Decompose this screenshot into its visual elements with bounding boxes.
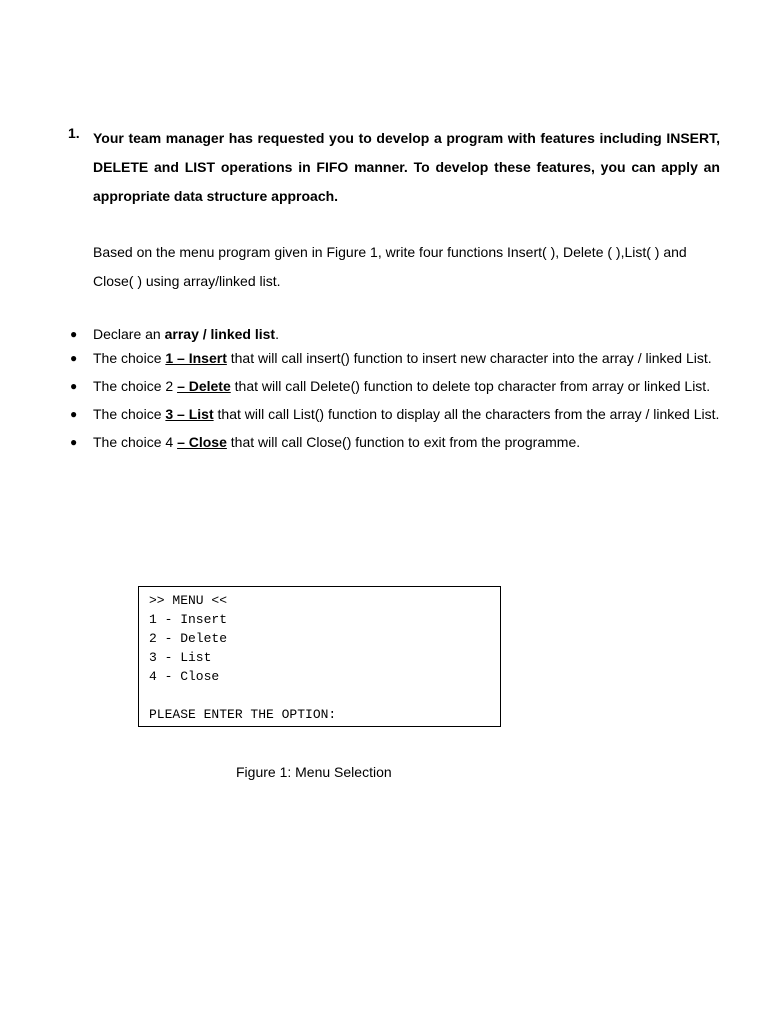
question-intro: Your team manager has requested you to develop a program with features including INSERT, DELETE and LIST operations in FIFO manner. To develop these features, you can apply an appropriate data structure approach. — [93, 130, 720, 204]
figure-caption: Figure 1: Menu Selection — [236, 764, 392, 780]
bullet-text-pre: The choice — [93, 350, 166, 366]
list-item — [70, 325, 730, 344]
menu-option-insert: 1 - Insert — [149, 612, 228, 627]
menu-option-close: 4 - Close — [149, 669, 220, 684]
bullet-icon: ● — [70, 379, 78, 393]
bullet-icon: ● — [70, 435, 78, 449]
bullet-text-strong: array / linked list — [164, 326, 276, 342]
bullet-text-post: . — [275, 326, 279, 342]
list-item — [70, 344, 730, 372]
menu-option-delete: 2 - Delete — [149, 631, 228, 646]
bullet-text-post: that will call insert() function to insert new character into the array / linked List. — [226, 350, 712, 366]
menu-figure — [138, 586, 501, 727]
bullet-text-strong: 1 – Insert — [165, 350, 227, 366]
menu-prompt: PLEASE ENTER THE OPTION: — [149, 707, 337, 722]
bullet-icon: ● — [70, 327, 78, 341]
bullet-text-strong: – Delete — [177, 378, 231, 394]
question-number: 1. — [68, 125, 80, 141]
list-item — [70, 372, 730, 400]
requirements-list — [70, 325, 730, 456]
list-item — [70, 400, 730, 428]
bullet-text-pre: Declare an — [93, 326, 165, 342]
bullet-icon: ● — [70, 351, 78, 365]
question-paragraph: Based on the menu program given in Figure 1, write four functions Insert( ), Delete ( ),List( ) and Close( ) using array/linked list. — [93, 244, 687, 289]
bullet-icon: ● — [70, 407, 78, 421]
bullet-text-pre: The choice — [93, 406, 166, 422]
bullet-text-post: that will call Close() function to exit from the programme. — [226, 434, 581, 450]
menu-title: >> MENU << — [149, 593, 228, 608]
bullet-text-pre: The choice 2 — [93, 378, 178, 394]
bullet-text-pre: The choice 4 — [93, 434, 178, 450]
bullet-text-strong: 3 – List — [165, 406, 214, 422]
bullet-text-strong: – Close — [177, 434, 227, 450]
list-item — [70, 428, 730, 456]
bullet-text-post: that will call List() function to display all the characters from the array / linked List. — [213, 406, 720, 422]
bullet-text-post: that will call Delete() function to delete top character from array or linked List. — [230, 378, 711, 394]
menu-option-list: 3 - List — [149, 650, 212, 665]
menu-blank-line — [149, 686, 500, 705]
